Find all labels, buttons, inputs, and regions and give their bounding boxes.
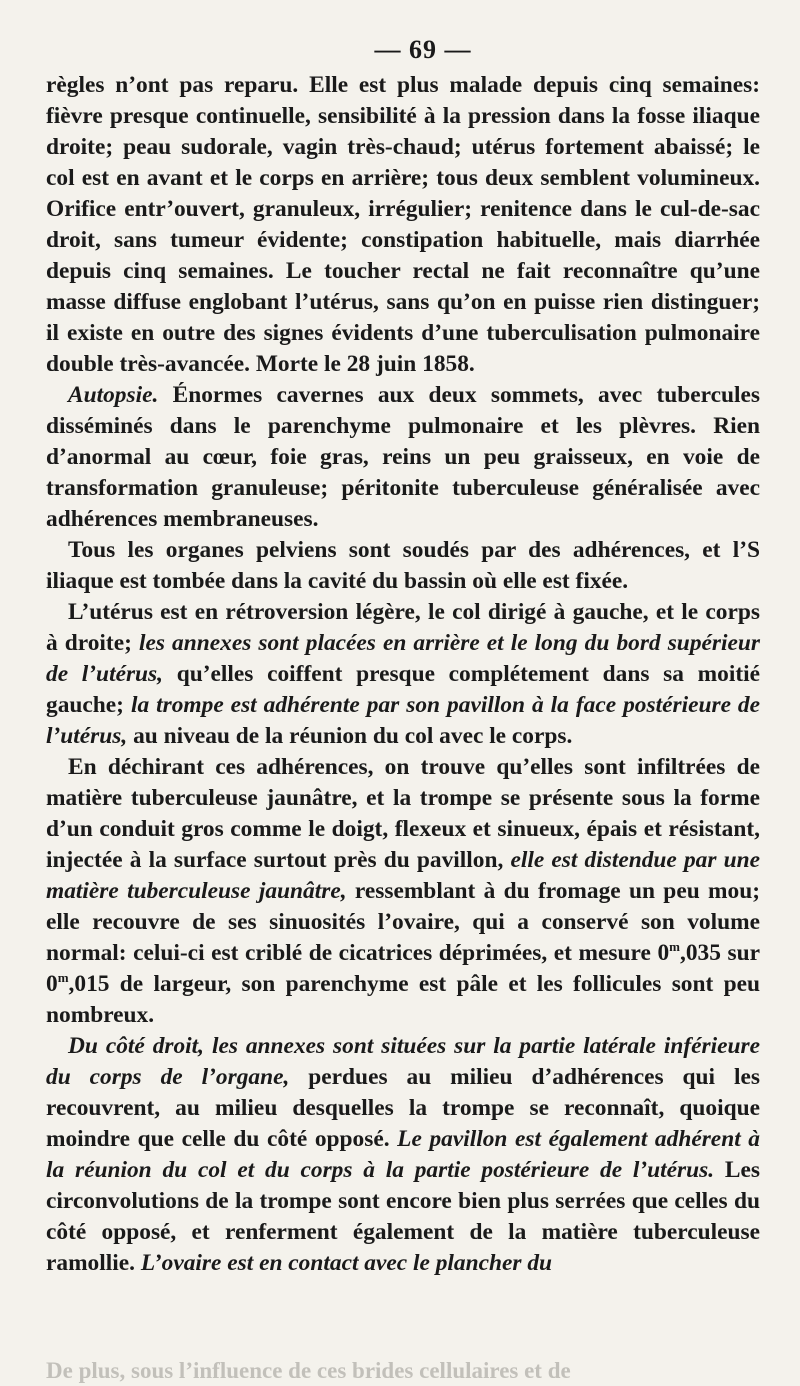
p5-italic-b: elle est distendue par une matière tuberculeuse jaunâtre, <box>46 847 760 904</box>
p4-italic-b: les annexes sont placées en arrière et le long du bord supérieur de l’utérus, <box>46 630 760 687</box>
paragraph-4 <box>46 597 760 752</box>
paragraph-1: règles n’ont pas reparu. Elle est plus malade depuis cinq semaines: fièvre presque continuelle, sensibilité à la pression dans la fosse iliaque droite; peau sudorale, vagin très-chaud; utérus fortement abaissé; le col est en avant et le corps en arrière; tous deux semblent volumineux. Orifice entr’ouvert, granuleux, irrégulier; renitence dans le cul-de-sac droit, sans tumeur évidente; constipation habituelle, mais diarrhée depuis cinq semaines. Le toucher rectal ne fait reconnaître qu’une masse diffuse englobant l’utérus, sans qu’on en puisse rien distinguer; il existe en outre des signes évidents d’une tuberculisation pulmonaire double très-avancée. Morte le 28 juin 1858. <box>46 72 760 377</box>
body-text <box>46 70 760 1279</box>
p4-text-e: au niveau de la réunion du col avec le corps. <box>127 723 573 749</box>
paragraph-5 <box>46 752 760 1031</box>
autopsy-label: Autopsie. <box>68 382 159 408</box>
paragraph-2-text: Énormes cavernes aux deux sommets, avec tubercules disséminés dans le parenchyme pulmonaire et les plèvres. Rien d’anormal au cœur, foie gras, reins un peu graisseux, en voie de transformation granuleuse; péritonite tuberculeuse généralisée avec adhérences membraneuses. <box>46 382 760 532</box>
p6-text-d: Les circonvolutions de la trompe sont encore bien plus serrées que celles du côté opposé, et renferment également de la matière tuberculeuse ramollie. <box>46 1157 760 1276</box>
p4-text-c: qu’elles coiffent presque complétement dans sa moitié gauche; <box>46 661 760 718</box>
p6-italic-a: Du côté droit, les annexes sont situées sur la partie latérale inférieure du corps de l’organe, <box>46 1033 760 1090</box>
p5-text-e: ,015 de largeur, son parenchyme est pâle et les follicules sont peu nombreux. <box>46 971 760 1028</box>
p5-unit-2: m <box>57 970 69 986</box>
page-number: — 69 — <box>374 35 472 64</box>
paragraph-6 <box>46 1031 760 1279</box>
next-line-partial: De plus, sous l’influence de ces brides cellulaires et de <box>46 1358 571 1383</box>
p6-italic-c: Le pavillon est également adhérent à la réunion du col et du corps à la partie postérieure de l’utérus. <box>46 1126 760 1183</box>
p5-unit-1: m <box>669 939 680 955</box>
p5-text-d: ,035 sur 0 <box>46 940 760 997</box>
p4-text-a: L’utérus est en rétroversion légère, le col dirigé à gauche, et le corps à droite; <box>46 599 760 656</box>
p5-text-a: En déchirant ces adhérences, on trouve qu’elles sont infiltrées de matière tuberculeuse jaunâtre, et la trompe se présente sous la forme d’un conduit gros comme le doigt, flexeux et sinueux, épais et résistant, injectée à la surface surtout près du pavillon, <box>46 754 760 873</box>
p6-italic-e: L’ovaire est en contact avec le plancher du <box>140 1250 553 1276</box>
paragraph-2 <box>46 380 760 535</box>
p4-italic-d: la trompe est adhérente par son pavillon à la face postérieure de l’utérus, <box>46 692 761 749</box>
p5-text-c: ressemblant à du fromage un peu mou; elle recouvre de ses sinuosités l’ovaire, qui a conservé son volume normal: celui-ci est criblé de cicatrices déprimées, et mesure 0 <box>46 878 761 966</box>
paragraph-3: Tous les organes pelviens sont soudés par des adhérences, et l’S iliaque est tombée dans la cavité du bassin où elle est fixée. <box>46 537 760 594</box>
p6-text-b: perdues au milieu d’adhérences qui les recouvrent, au milieu desquelles la trompe se reconnaît, quoique moindre que celle du côté opposé. <box>46 1064 760 1152</box>
